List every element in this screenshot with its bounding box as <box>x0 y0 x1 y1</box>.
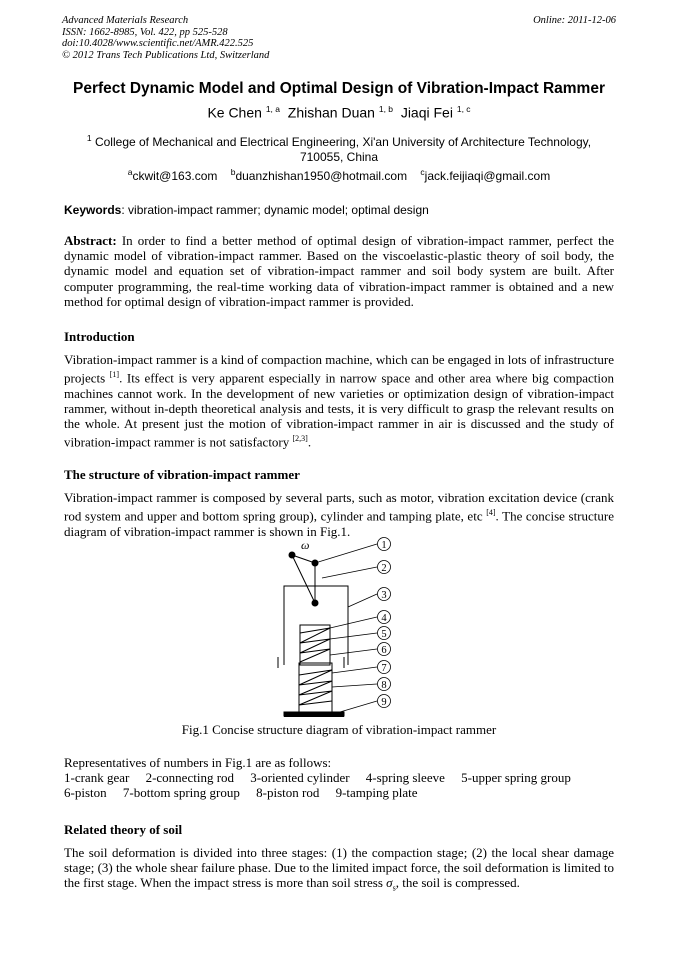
intro-text: Vibration-impact rammer is a kind of compaction machine, which can be engaged in lots of infrastructure projects <box>64 352 614 386</box>
abstract-text: In order to find a better method of optimal design of vibration-impact rammer, perfect the dynamic model of vibration-impact rammer. Based on the viscoelastic-plastic theory of soil body, the dynamic model and equation set of vibration-impact rammer and soil body system are built. After computer programming, the real-time working data of vibration-impact rammer is obtained and a new method for optimal design of vibration-impact rammer is provided. <box>64 233 614 309</box>
structure-text: Vibration-impact rammer is composed by several parts, such as motor, vibration excitation device (crank rod system and upper and bottom spring group), cylinder and tamping plate, etc <box>64 490 614 524</box>
author-list <box>0 104 678 121</box>
callout-number: 7 <box>381 662 387 674</box>
legend-intro: Representatives of numbers in Fig.1 are as follows: <box>64 755 332 770</box>
introduction-paragraph <box>64 352 614 450</box>
email-sup: b <box>230 167 236 177</box>
abstract-label: Abstract: <box>64 233 117 248</box>
piston-joint <box>312 600 319 607</box>
keywords <box>64 203 429 217</box>
soil-paragraph <box>64 845 614 896</box>
structure-paragraph <box>64 490 614 539</box>
sigma-symbol: σ <box>386 875 393 891</box>
callout-number: 8 <box>381 679 387 691</box>
citation[interactable]: [4] <box>486 508 496 518</box>
email-sup: c <box>420 167 425 177</box>
callout-number: 3 <box>381 589 387 601</box>
callout-number: 9 <box>381 696 387 708</box>
copyright-line: © 2012 Trans Tech Publications Ltd, Switzerland <box>62 49 270 61</box>
keywords-text: : vibration-impact rammer; dynamic model; optimal design <box>121 203 429 217</box>
legend-item: 5-upper spring group <box>461 770 571 785</box>
sigma-subscript: s <box>392 884 396 893</box>
email-address[interactable]: duanzhishan1950@hotmail.com <box>235 169 408 183</box>
email-address[interactable]: ckwit@163.com <box>132 169 218 183</box>
email-address[interactable]: jack.feijiaqi@gmail.com <box>424 169 551 183</box>
author-name: Zhishan Duan <box>287 104 375 121</box>
paper-title: Perfect Dynamic Model and Optimal Design of Vibration-Impact Rammer <box>73 80 605 97</box>
citation[interactable]: [2,3] <box>292 434 308 444</box>
callout-number: 2 <box>381 562 387 574</box>
leader-lines <box>315 544 377 712</box>
callout-number: 4 <box>381 612 387 624</box>
legend-row <box>64 785 431 801</box>
bottom-spring-group <box>299 670 332 705</box>
legend-item: 8-piston rod <box>256 785 320 800</box>
legend-item: 6-piston <box>64 785 107 800</box>
callout-number: 6 <box>381 644 387 656</box>
legend-item: 1-crank gear <box>64 770 130 785</box>
section-heading-soil: Related theory of soil <box>64 822 183 837</box>
section-heading-structure: The structure of vibration-impact rammer <box>64 467 300 482</box>
figure-caption: Fig.1 Concise structure diagram of vibration-impact rammer <box>181 722 497 737</box>
affiliation-text: College of Mechanical and Electrical Engineering, Xi'an University of Architecture Technology, 710055, China <box>94 135 592 164</box>
journal-header <box>62 15 269 61</box>
structure-text: . The concise structure diagram of vibration-impact rammer is shown in Fig.1. <box>64 508 614 539</box>
email-sup: a <box>127 167 133 177</box>
journal-name: Advanced Materials Research <box>62 15 189 26</box>
issn-line: ISSN: 1662-8985, Vol. 422, pp 525-528 <box>62 26 228 38</box>
intro-text: . <box>307 434 312 450</box>
legend-row <box>64 770 584 786</box>
soil-text: The soil deformation is divided into three stages: (1) the compaction stage; (2) the local shear damage stage; (3) the whole shear failure phase. Due to the limited impact force, the soil deformation is limited to the first stage. When the impact stress is more than soil stress <box>64 845 614 891</box>
crank-gear-pin <box>289 552 296 559</box>
abstract <box>64 233 614 309</box>
upper-spring-group <box>300 628 330 662</box>
tamping-plate <box>284 712 344 717</box>
author-sup: 1, b <box>378 104 394 114</box>
citation[interactable]: [1] <box>109 370 120 380</box>
email-list <box>0 167 678 183</box>
legend-item: 9-tamping plate <box>335 785 418 800</box>
affiliation-sup: 1 <box>86 133 92 143</box>
callout-number: 1 <box>381 539 387 551</box>
legend-item: 7-bottom spring group <box>122 785 240 800</box>
author-name: Jiaqi Fei <box>400 104 453 121</box>
doi-line: doi:10.4028/www.scientific.net/AMR.422.525 <box>62 38 254 49</box>
omega-symbol: ω <box>301 538 310 552</box>
callout-number: 5 <box>381 628 387 640</box>
author-sup: 1, c <box>456 104 471 114</box>
intro-text: . Its effect is very apparent especially in narrow space and other area where big compaction machines cannot work. In the development of new varieties or optimization design of vibration-impact rammer, without in-depth theoretical analysis and tests, it is very difficult to grasp the relevant results on the whole. At present just the motion of vibration-impact rammer in air is discussed and the study of vibration-impact rammer is not satisfactory <box>64 370 614 450</box>
crank-gear-center <box>312 560 319 567</box>
soil-text: , the soil is compressed. <box>395 875 520 891</box>
keywords-label: Keywords <box>64 203 122 217</box>
author-sup: 1, a <box>265 104 280 114</box>
section-heading-introduction: Introduction <box>64 329 135 344</box>
legend-item: 3-oriented cylinder <box>250 770 350 785</box>
online-date: Online: 2011-12-06 <box>533 15 616 26</box>
affiliation <box>70 131 608 165</box>
legend-item: 2-connecting rod <box>145 770 235 785</box>
rammer-structure-diagram <box>270 535 410 717</box>
author-name: Ke Chen <box>207 104 262 121</box>
legend-item: 4-spring sleeve <box>365 770 445 785</box>
